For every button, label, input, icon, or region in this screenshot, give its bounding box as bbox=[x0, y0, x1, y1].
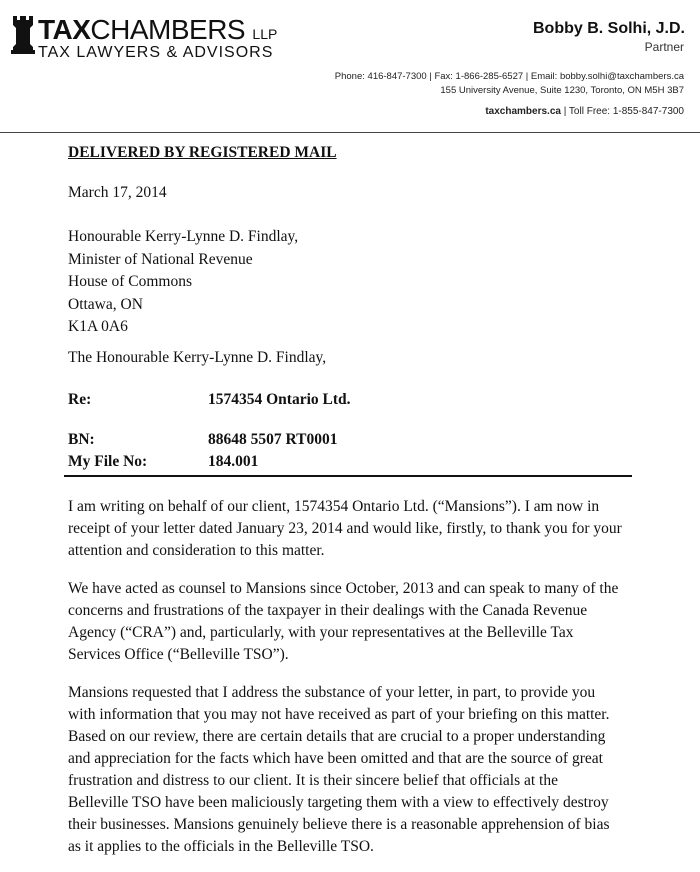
website-link[interactable]: taxchambers.ca bbox=[485, 106, 561, 117]
file-number-value: 184.001 bbox=[208, 453, 259, 470]
paragraph-line: receipt of your letter dated January 23, 2014 and would like, firstly, to thank you for your bbox=[68, 520, 622, 537]
paragraph-line: with information that you may not have received as part of your briefing on this matter. bbox=[68, 706, 610, 723]
contact-line-address: 155 University Avenue, Suite 1230, Toronto, ON M5H 3B7 bbox=[440, 85, 684, 96]
paragraph-line: Based on our review, there are certain details that are crucial to a proper understanding bbox=[68, 728, 606, 745]
contact-line-phone: Phone: 416-847-7300 | Fax: 1-866-285-6527 | Email: bobby.solhi@taxchambers.ca bbox=[334, 71, 684, 82]
web-line bbox=[485, 106, 684, 117]
re-value: 1574354 Ontario Ltd. bbox=[208, 391, 351, 408]
contact-block bbox=[335, 70, 684, 98]
address-line: House of Commons bbox=[68, 273, 192, 290]
paragraph-line: We have acted as counsel to Mansions since October, 2013 and can speak to many of the bbox=[68, 580, 619, 597]
address-line: K1A 0A6 bbox=[68, 318, 128, 335]
paragraph-line: Mansions requested that I address the substance of your letter, in part, to provide you bbox=[68, 684, 596, 701]
header-divider bbox=[0, 132, 700, 133]
paragraph-substance bbox=[68, 682, 640, 858]
file-number-label: My File No: bbox=[68, 453, 148, 470]
salutation: The Honourable Kerry-Lynne D. Findlay, bbox=[68, 349, 327, 366]
firm-tagline: TAX LAWYERS & ADVISORS bbox=[38, 44, 274, 61]
address-line: Honourable Kerry-Lynne D. Findlay, bbox=[68, 228, 299, 245]
paragraph-line: as it applies to the officials in the Belleville TSO. bbox=[68, 838, 374, 855]
partner-name: Bobby B. Solhi, J.D. bbox=[532, 20, 685, 37]
letterhead bbox=[0, 0, 700, 136]
partner-title: Partner bbox=[644, 40, 684, 54]
firm-name-bold: TAX bbox=[38, 14, 91, 45]
firm-suffix: LLP bbox=[252, 26, 278, 42]
paragraph-intro bbox=[68, 496, 640, 562]
paragraph-line: concerns and frustrations of the taxpayer in their dealings with the Canada Revenue bbox=[68, 602, 588, 619]
paragraph-line: their businesses. Mansions genuinely believe there is a reasonable apprehension of bias bbox=[68, 816, 610, 833]
address-line: Minister of National Revenue bbox=[68, 250, 253, 268]
paragraph-line: and appreciation for the facts which have been omitted and that are the source of great bbox=[68, 750, 603, 767]
letter-date: March 17, 2014 bbox=[68, 184, 167, 201]
reference-divider bbox=[64, 475, 632, 477]
paragraph-line: Belleville TSO have been maliciously targeting them with a view to effectively destroy bbox=[68, 794, 609, 811]
address-line: Ottawa, ON bbox=[68, 295, 143, 313]
paragraph-line: attention and consideration to this matter. bbox=[68, 542, 325, 559]
toll-free: | Toll Free: 1-855-847-7300 bbox=[563, 106, 684, 117]
chess-rook-icon bbox=[10, 14, 36, 56]
delivery-method: DELIVERED BY REGISTERED MAIL bbox=[68, 144, 337, 161]
re-label: Re: bbox=[68, 391, 92, 408]
firm-name-rest: CHAMBERS bbox=[90, 14, 246, 45]
bn-value: 88648 5507 RT0001 bbox=[208, 431, 338, 448]
bn-label: BN: bbox=[68, 431, 95, 448]
recipient-address bbox=[68, 226, 298, 339]
paragraph-line: I am writing on behalf of our client, 1574354 Ontario Ltd. (“Mansions”). I am now in bbox=[68, 498, 600, 515]
paragraph-line: Agency (“CRA”) and, particularly, with your representatives at the Belleville Tax bbox=[68, 624, 574, 641]
paragraph-counsel bbox=[68, 578, 640, 666]
paragraph-line: Services Office (“Belleville TSO”). bbox=[68, 646, 289, 663]
paragraph-line: frustration and distress to our client. It is their sincere belief that officials at the bbox=[68, 772, 558, 789]
